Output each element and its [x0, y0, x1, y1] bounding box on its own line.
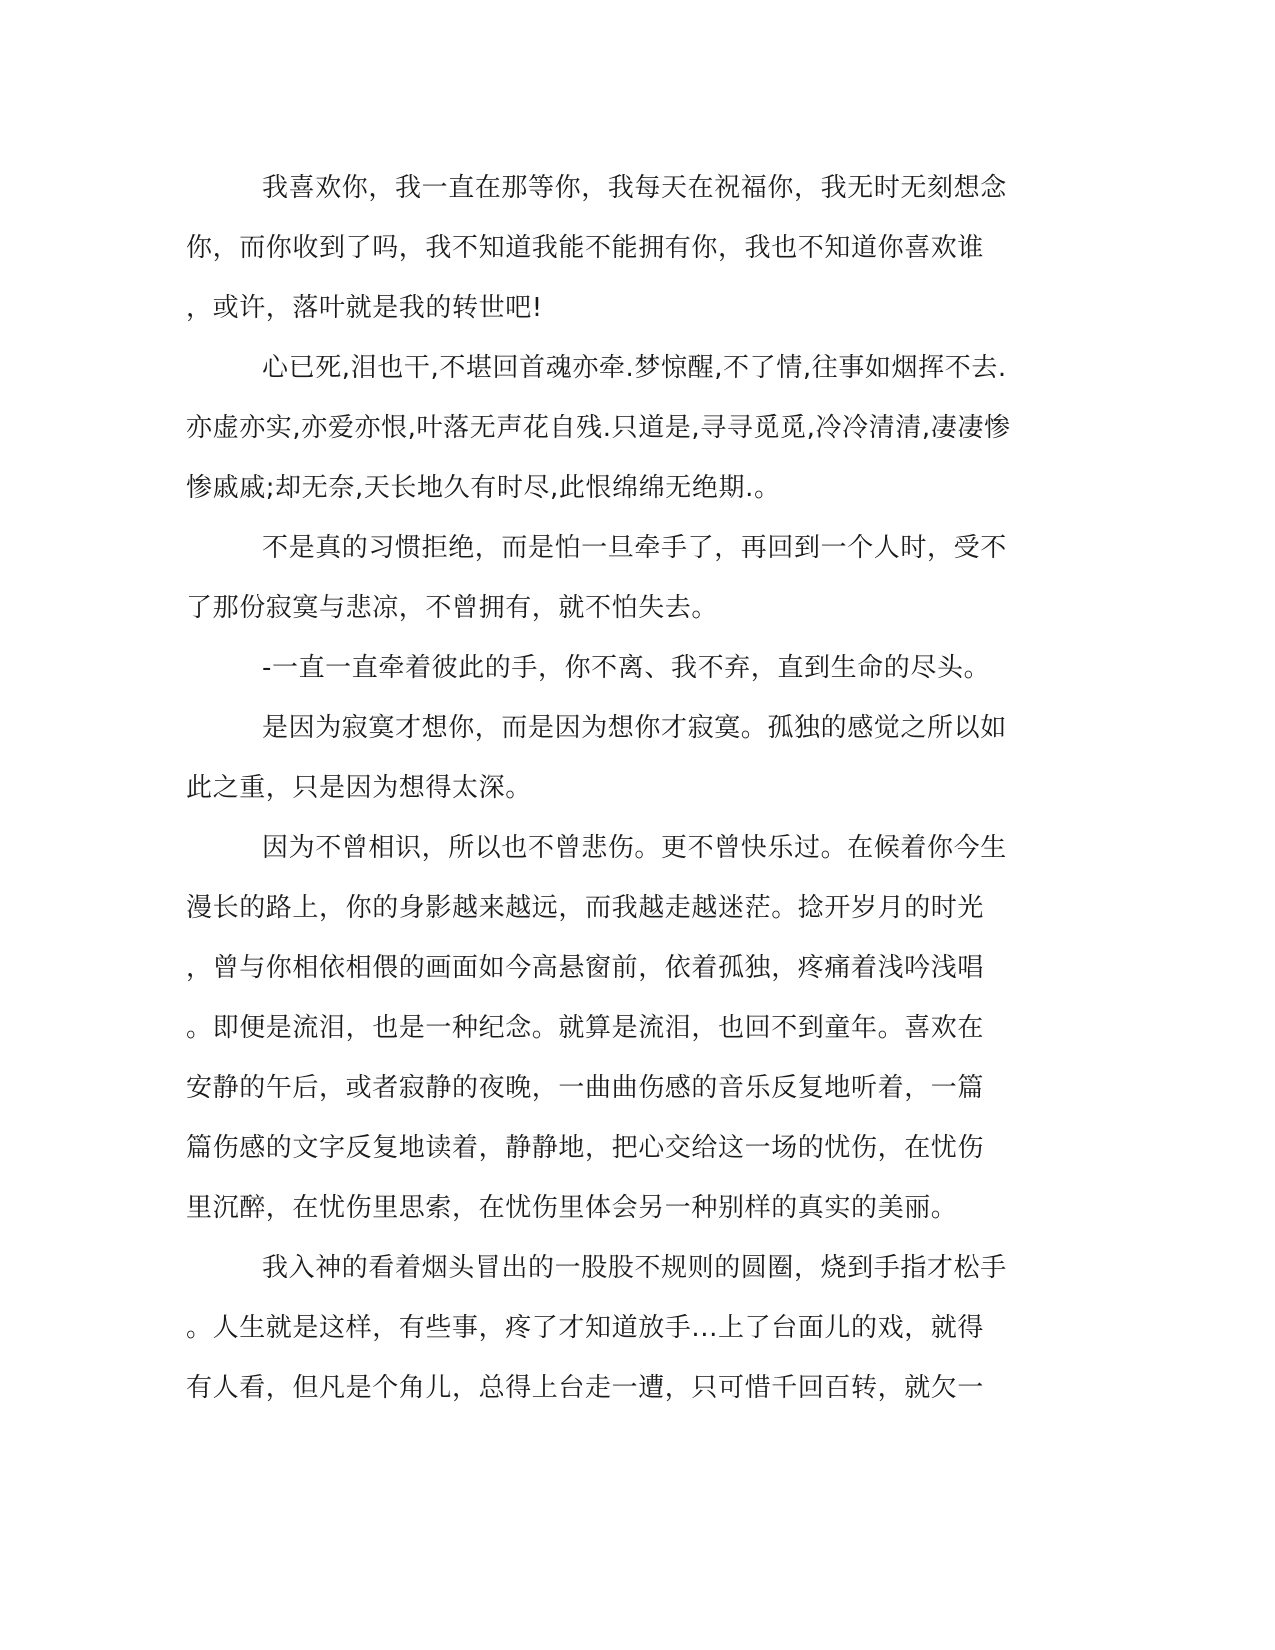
- paragraph-3: [186, 518, 1066, 638]
- text-line: 是因为寂寞才想你，而是因为想你才寂寞。孤独的感觉之所以如: [262, 713, 1007, 743]
- text-line: ，或许，落叶就是我的转世吧!: [186, 293, 543, 323]
- text-line: 了那份寂寞与悲凉，不曾拥有，就不怕失去。: [186, 593, 719, 623]
- text-line: 此之重，只是因为想得太深。: [186, 773, 532, 803]
- text-line: ，曾与你相依相偎的画面如今高悬窗前，依着孤独，疼痛着浅吟浅唱: [186, 953, 985, 983]
- text-line: 心已死,泪也干,不堪回首魂亦牵.梦惊醒,不了情,往事如烟挥不去.: [262, 353, 1007, 383]
- paragraph-7: [186, 1238, 1066, 1418]
- paragraph-1: [186, 158, 1066, 338]
- paragraph-4: [186, 638, 1066, 698]
- paragraph-2: [186, 338, 1066, 518]
- paragraph-6: [186, 818, 1066, 1238]
- text-line: 漫长的路上，你的身影越来越远，而我越走越迷茫。捻开岁月的时光: [186, 893, 985, 923]
- text-line: 篇伤感的文字反复地读着，静静地，把心交给这一场的忧伤，在忧伤: [186, 1133, 985, 1163]
- text-line: 。即便是流泪，也是一种纪念。就算是流泪，也回不到童年。喜欢在: [186, 1013, 985, 1043]
- text-line: 不是真的习惯拒绝，而是怕一旦牵手了，再回到一个人时，受不: [262, 533, 1007, 563]
- paragraph-5: [186, 698, 1066, 818]
- text-line: 安静的午后，或者寂静的夜晚，一曲曲伤感的音乐反复地听着，一篇: [186, 1073, 985, 1103]
- text-line: 我入神的看着烟头冒出的一股股不规则的圆圈，烧到手指才松手: [262, 1253, 1007, 1283]
- text-line: 我喜欢你，我一直在那等你，我每天在祝福你，我无时无刻想念: [262, 173, 1007, 203]
- text-line: 你，而你收到了吗，我不知道我能不能拥有你，我也不知道你喜欢谁: [186, 233, 985, 263]
- text-line: 有人看，但凡是个角儿，总得上台走一遭，只可惜千回百转，就欠一: [186, 1373, 985, 1403]
- document-body: [186, 158, 1066, 1418]
- text-line: 因为不曾相识，所以也不曾悲伤。更不曾快乐过。在候着你今生: [262, 833, 1007, 863]
- text-line: 亦虚亦实,亦爱亦恨,叶落无声花自残.只道是,寻寻觅觅,冷冷清清,凄凄惨: [186, 413, 1011, 443]
- text-line: 里沉醉，在忧伤里思索，在忧伤里体会另一种别样的真实的美丽。: [186, 1193, 958, 1223]
- text-line: 。人生就是这样，有些事，疼了才知道放手...上了台面儿的戏，就得: [186, 1313, 984, 1343]
- text-line: 惨戚戚;却无奈,天长地久有时尽,此恨绵绵无绝期.。: [186, 473, 781, 503]
- text-line: -一直一直牵着彼此的手，你不离、我不弃，直到生命的尽头。: [262, 653, 991, 683]
